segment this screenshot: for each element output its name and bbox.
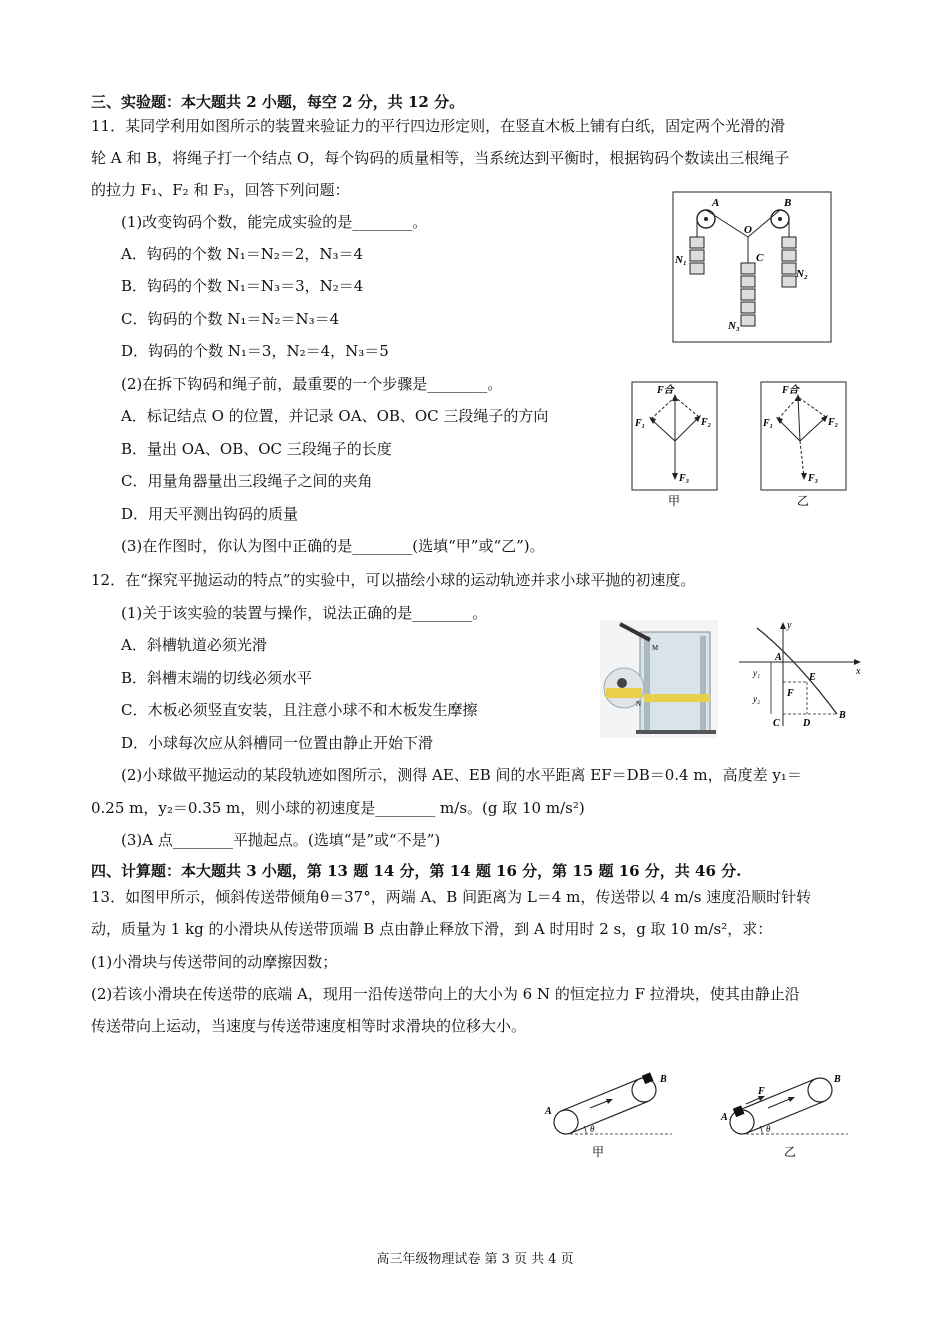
q12-part3: (3)A 点________平抛起点。(选填“是”或“不是”) <box>121 831 441 849</box>
q11-p2-option-a: A．标记结点 O 的位置，并记录 OA、OB、OC 三段绳子的方向 <box>121 407 549 425</box>
label-n1: N₁ <box>675 254 687 266</box>
jia-f1: F₁ <box>635 418 646 429</box>
label-n: N <box>636 700 642 708</box>
q13-part2-line1: (2)若该小滑块在传送带的底端 A，现用一沿传送带向上的大小为 6 N 的恒定拉力 F 拉滑块，使其由静止沿 <box>91 985 800 1003</box>
q11-part2: (2)在拆下钩码和绳子前，最重要的一个步骤是________。 <box>121 375 503 393</box>
q12-p1-option-a: A．斜槽轨道必须光滑 <box>121 636 267 654</box>
label-b: B <box>834 1074 841 1085</box>
label-theta: θ <box>590 1124 595 1134</box>
q11-p1-option-b: B．钩码的个数 N₁＝N₃＝3，N₂＝4 <box>121 277 364 295</box>
q12-part1: (1)关于该实验的装置与操作，说法正确的是________。 <box>121 604 488 622</box>
label-a: A <box>545 1106 552 1117</box>
conveyor-figure-yi <box>716 1070 861 1165</box>
label-o: O <box>744 224 752 236</box>
q11-p2-option-d: D．用天平测出钩码的质量 <box>121 505 299 523</box>
point-e: E <box>809 672 816 683</box>
point-d: D <box>803 718 811 729</box>
jia-f2: F₂ <box>701 417 712 428</box>
point-b: B <box>839 710 846 721</box>
q11-stem-line2: 轮 A 和 B，将绳子打一个结点 O，每个钩码的质量相等，当系统达到平衡时，根据钩码个数读出三根绳子 <box>91 149 790 167</box>
q11-p1-option-a: A．钩码的个数 N₁＝N₂＝2，N₃＝4 <box>121 245 364 263</box>
q12-p1-option-b: B．斜槽末端的切线必须水平 <box>121 669 313 687</box>
q13-stem-line2: 动，质量为 1 kg 的小滑块从传送带顶端 B 点由静止释放下滑，到 A 时用时 2 s，g 取 10 m/s²，求： <box>91 920 773 938</box>
yi-f3: F₃ <box>808 473 819 484</box>
yi-f2: F₂ <box>828 417 839 428</box>
q11-p1-option-c: C．钩码的个数 N₁＝N₂＝N₃＝4 <box>121 310 340 328</box>
pulley-apparatus-figure <box>672 191 832 343</box>
force-diagram-yi <box>760 381 847 511</box>
q13-part1: (1)小滑块与传送带间的动摩擦因数； <box>91 953 338 971</box>
label-n3: N₃ <box>728 320 740 332</box>
q11-stem-line1: 11．某同学利用如图所示的装置来验证力的平行四边形定则，在竖直木板上铺有白纸，固定两个光滑的滑 <box>91 117 786 135</box>
point-c: C <box>773 718 780 729</box>
point-f: F <box>787 688 794 699</box>
yi-caption: 乙 <box>797 494 810 508</box>
label-m: M <box>652 644 659 652</box>
conveyor-figure-jia <box>540 1070 685 1165</box>
axis-x: x <box>856 666 861 677</box>
label-c: C <box>756 252 764 264</box>
section4-heading: 四、计算题：本大题共 3 小题，第 13 题 14 分，第 14 题 16 分，第 15 题 16 分，共 46 分. <box>91 862 742 880</box>
q12-stem: 12．在“探究平抛运动的特点”的实验中，可以描绘小球的运动轨迹并求小球平抛的初速度。 <box>91 571 696 589</box>
page-footer: 高三年级物理试卷 第 3 页 共 4 页 <box>376 1252 574 1267</box>
q11-p2-option-c: C．用量角器量出三段绳子之间的夹角 <box>121 472 373 490</box>
force-diagram-jia <box>631 381 718 511</box>
label-b: B <box>660 1074 667 1085</box>
label-y2: y₂ <box>753 694 761 704</box>
q13-stem-line1: 13．如图甲所示，倾斜传送带倾角θ＝37°，两端 A、B 间距离为 L＝4 m，传送带以 4 m/s 速度沿顺时针转 <box>91 888 812 906</box>
jia-caption: 甲 <box>668 494 681 508</box>
label-f: F <box>758 1086 765 1097</box>
q13-part2-line2: 传送带向上运动，当速度与传送带速度相等时求滑块的位移大小。 <box>91 1017 527 1035</box>
projectile-apparatus-photo <box>600 620 718 738</box>
jia-f3: F₃ <box>679 473 690 484</box>
label-b: B <box>784 197 792 209</box>
yi-f-he: F合 <box>782 385 799 396</box>
label-n2: N₂ <box>796 268 808 280</box>
q12-part2-line2: 0.25 m，y₂＝0.35 m，则小球的初速度是________ m/s。(g 取 10 m/s²) <box>91 799 585 817</box>
q11-stem-line3: 的拉力 F₁、F₂ 和 F₃，回答下列问题： <box>91 181 350 199</box>
label-a: A <box>712 197 720 209</box>
trajectory-graph <box>735 618 865 730</box>
q12-p1-option-d: D．小球每次应从斜槽同一位置由静止开始下滑 <box>121 734 434 752</box>
q11-part1: (1)改变钩码个数，能完成实验的是________。 <box>121 213 428 231</box>
point-a: A <box>775 652 782 663</box>
q11-part3: (3)在作图时，你认为图中正确的是________(选填“甲”或“乙”)。 <box>121 537 545 555</box>
q12-part2-line1: (2)小球做平抛运动的某段轨迹如图所示，测得 AE、EB 间的水平距离 EF＝DB＝0.4 m，高度差 y₁＝ <box>121 766 802 784</box>
label-y1: y₁ <box>753 668 761 678</box>
q11-p2-option-b: B．量出 OA、OB、OC 三段绳子的长度 <box>121 440 392 458</box>
axis-y: y <box>787 620 792 631</box>
caption-yi: 乙 <box>784 1145 797 1159</box>
label-theta: θ <box>766 1124 771 1134</box>
section3-heading: 三、实验题：本大题共 2 小题，每空 2 分，共 12 分。 <box>91 93 465 111</box>
jia-f-he: F合 <box>657 385 674 396</box>
caption-jia: 甲 <box>592 1145 605 1159</box>
q11-p1-option-d: D．钩码的个数 N₁＝3，N₂＝4，N₃＝5 <box>121 342 389 360</box>
yi-f1: F₁ <box>763 418 774 429</box>
label-a: A <box>721 1112 728 1123</box>
q12-p1-option-c: C．木板必须竖直安装，且注意小球不和木板发生摩擦 <box>121 701 478 719</box>
